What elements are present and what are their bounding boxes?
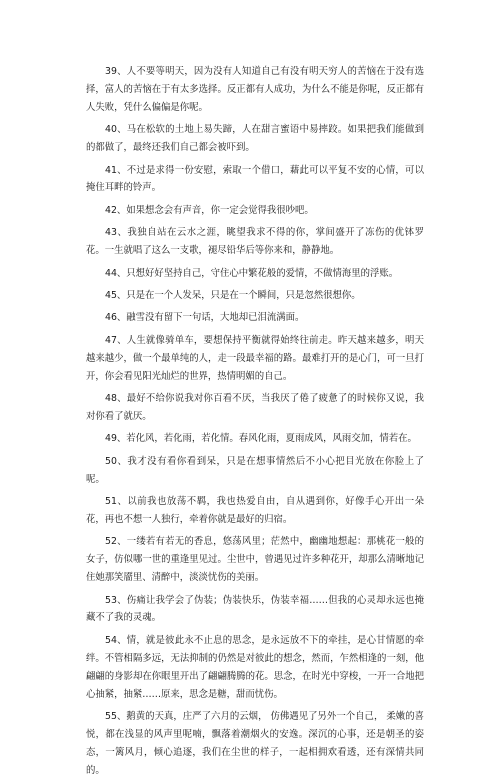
paragraph-43: 43、我独自站在云水之涯，眺望我求不得的你，掌间盛开了冻伤的优钵罗花。一生就唱了这么一支歌，褪尽铅华后等你来和，静静地。 [86,227,424,257]
paragraph-52: 52、一缕若有若无的香息，悠荡风里；茫然中，幽幽地想起：那桃花一般的女子，仿似哪一世的重逢里见过。尘世中，曾遇见过许多种花开，却那么清晰地记住她那笑靥里、清醉中，淡淡忧伤的美丽。 [86,536,424,584]
paragraph-54: 54、情，就是彼此永不止息的思念，是永远放不下的牵挂，是心甘情愿的牵绊。不管相隔多远，无法抑制的仍然是对彼此的想念，然而，乍然相逢的一刻，他翩翩的身影却在你眼里开出了翩翩腾腾的花。思念，在时光中穿梭，一开一合地把心抽紧，抽紧……原来，思念是糖，甜而忧伤。 [86,634,424,700]
paragraph-41: 41、不过是求得一份安慰，索取一个借口，藉此可以平复不安的心情，可以掩住耳畔的铃声。 [86,164,424,194]
paragraph-46: 46、融雪没有留下一句话，大地却已泪流满面。 [105,312,305,324]
document-body [86,63,424,784]
paragraph-48: 48、最好不给你说我对你百看不厌，当我厌了倦了疲惫了的时候你又说，我对你看了就厌。 [86,393,424,422]
paragraph-47: 47、人生就像骑单车，要想保持平衡就得始终往前走。昨天越来越多，明天越来越少，做一个最单纯的人，走一段最幸福的路。最难打开的是心门，可一旦打开，你会看见阳光灿烂的世界，热情明媚的自己。 [86,334,424,382]
paragraph-45: 45、只是在一个人发呆，只是在一个瞬间，只是忽然很想你。 [105,289,361,301]
paragraph-44: 44、只想好好坚持自己，守住心中繁花般的爱情，不做情海里的浮账。 [105,267,399,279]
paragraph-40: 40、马在松软的土地上易失蹄，人在甜言蜜语中易摔跤。如果把我们能做到的都做了，最终还我们自己都会被吓到。 [86,124,424,154]
paragraph-39: 39、人不要等明天，因为没有人知道自己有没有明天穷人的苦恼在于没有选择，富人的苦恼在于有太多选择。反正都有人成功，为什么不能是你呢，反正都有人失败，凭什么偏偏是你呢。 [86,66,424,113]
paragraph-55: 55、鹅黄的天真，庄严了六月的云烟， 仿佛遇见了另外一个自己， 柔嫩的喜悦，都在浅显的风声里呢喃，飘落着潮烟火的安逸。深沉的心事，还是朝圣的姿态，一篱风月，倾心追逐，我们在尘世的样子，一起相拥欢看透，还有深情共同的。 [86,711,424,776]
paragraph-42: 42、如果想念会有声音，你一定会觉得我很吵吧。 [105,204,314,216]
paragraph-51: 51、以前我也放荡不羁，我也热爱自由，自从遇到你，好像手心开出一朵花，再也不想一人独行，牵着你就是最好的归宿。 [86,496,424,525]
paragraph-49: 49、若化风，若化雨，若化情。春风化雨，夏雨成风，风雨交加，情若在。 [105,433,417,445]
paragraph-53: 53、伤痛让我学会了伪装；伪装快乐，伪装幸福……但我的心灵却永远也掩藏不了我的灵魂。 [86,594,424,624]
paragraph-50: 50、我才没有看你看到呆，只是在想事情然后不小心把目光放在你脸上了呢。 [86,455,424,485]
